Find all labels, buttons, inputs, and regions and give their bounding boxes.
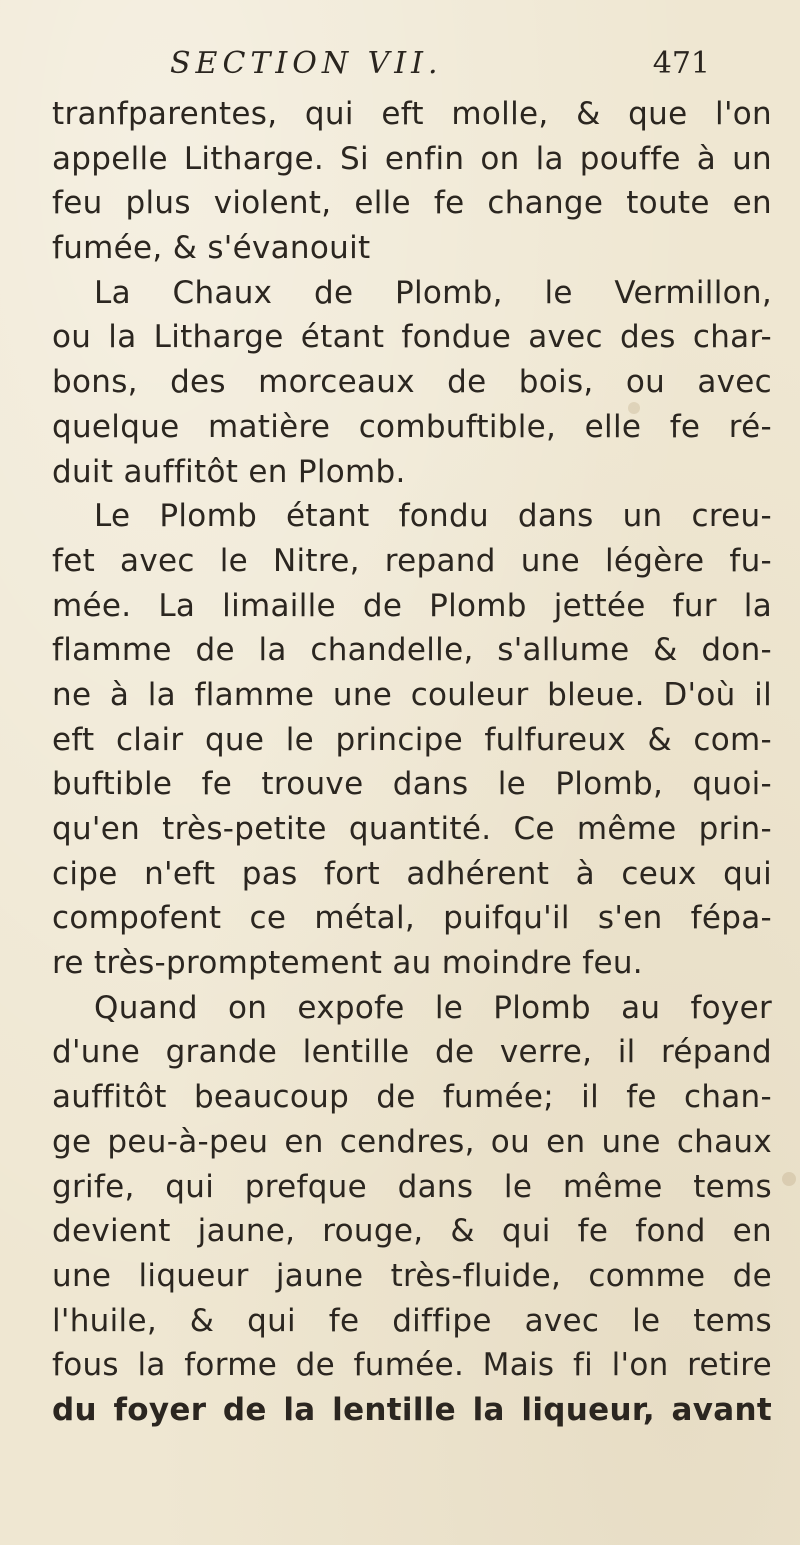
text-line: fet avec le Nitre, repand une légère fu- — [52, 542, 772, 579]
text-line: feu plus violent, elle fe change toute en — [52, 185, 772, 222]
text-line: compofent ce métal, puifqu'il s'en fépa- — [52, 900, 772, 937]
text-line: Le Plomb étant fondu dans un creu- — [94, 498, 772, 535]
text-line: auffitôt beaucoup de fumée; il fe chan- — [52, 1079, 772, 1116]
text-line: quelque matière combuftible, elle fe ré- — [52, 408, 772, 445]
text-line: flamme de la chandelle, s'allume & don- — [52, 632, 772, 669]
text-line: ge peu-à-peu en cendres, ou en une chaux — [52, 1123, 772, 1160]
text-line: devient jaune, rouge, & qui fe fond en — [52, 1213, 772, 1250]
running-head — [170, 46, 710, 86]
text-line: re très-promptement au moindre feu. — [52, 945, 643, 982]
text-line: fous la forme de fumée. Mais fi l'on retire — [52, 1347, 772, 1384]
text-line: tranfparentes, qui eft molle, & que l'on — [52, 96, 772, 132]
text-line: fumée, & s'évanouit — [52, 230, 371, 267]
text-line: appelle Litharge. Si enfin on la pouffe à un — [52, 140, 772, 177]
section-title: SECTION VII. — [170, 46, 443, 81]
text-line: cipe n'eft pas fort adhérent à ceux qui — [52, 855, 772, 892]
page-number: 471 — [652, 46, 710, 81]
text-line: grife, qui prefque dans le même tems — [52, 1168, 772, 1205]
text-line: mée. La limaille de Plomb jettée fur la — [52, 587, 772, 624]
text-line: une liqueur jaune très-fluide, comme de — [52, 1257, 772, 1294]
text-line: Quand on expofe le Plomb au foyer — [94, 989, 772, 1026]
text-line: buftible fe trouve dans le Plomb, quoi- — [52, 766, 772, 803]
text-line: du foyer de la lentille la liqueur, avant — [52, 1391, 772, 1428]
text-line: ne à la flamme une couleur bleue. D'où il — [52, 676, 772, 713]
text-line: eft clair que le principe fulfureux & com- — [52, 721, 772, 758]
text-line: ou la Litharge étant fondue avec des char- — [52, 319, 772, 356]
body-text — [52, 92, 772, 1433]
text-line: d'une grande lentille de verre, il répand — [52, 1034, 772, 1071]
text-line: l'huile, & qui fe diffipe avec le tems — [52, 1302, 772, 1339]
text-line: La Chaux de Plomb, le Vermillon, — [94, 274, 772, 311]
text-line: qu'en très-petite quantité. Ce même prin- — [52, 811, 772, 847]
text-line: duit auffitôt en Plomb. — [52, 453, 406, 490]
text-line: bons, des morceaux de bois, ou avec — [52, 364, 772, 401]
paper-stain — [782, 1172, 796, 1186]
